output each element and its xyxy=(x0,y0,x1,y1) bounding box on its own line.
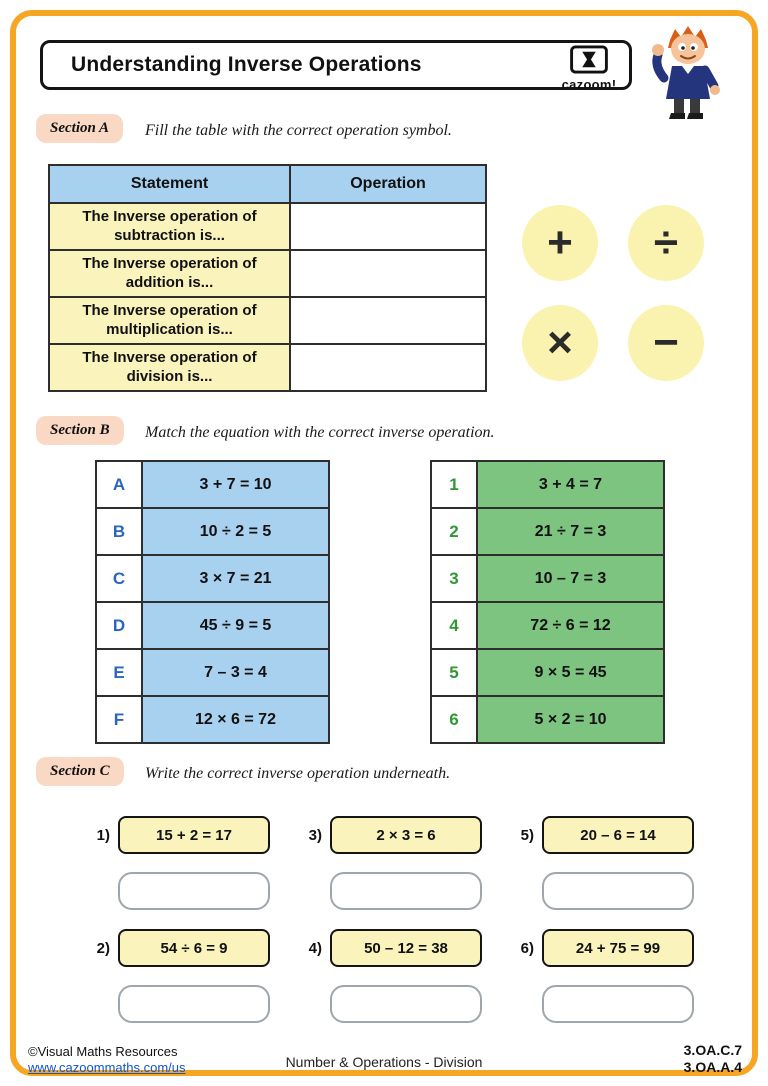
section-a-label: Section A xyxy=(36,114,123,143)
row-key: 1 xyxy=(431,461,477,508)
cazoom-logo-icon xyxy=(569,61,609,78)
match-row[interactable] xyxy=(431,602,664,649)
minus-symbol-chip[interactable]: − xyxy=(628,305,704,381)
answer-input-box[interactable] xyxy=(118,872,270,910)
row-equation: 9 × 5 = 45 xyxy=(477,649,664,696)
footer-standards xyxy=(684,1042,742,1076)
statement-cell: The Inverse operation of multiplication is... xyxy=(49,297,290,344)
cazoom-logo-text: cazoom! xyxy=(561,77,617,92)
row-key: 5 xyxy=(431,649,477,696)
row-equation: 72 ÷ 6 = 12 xyxy=(477,602,664,649)
row-equation: 12 × 6 = 72 xyxy=(142,696,329,743)
question-item xyxy=(292,816,504,854)
question-equation-box: 24 + 75 = 99 xyxy=(542,929,694,967)
match-row[interactable] xyxy=(431,461,664,508)
question-equation-box: 50 – 12 = 38 xyxy=(330,929,482,967)
question-number: 5) xyxy=(520,826,534,844)
match-row[interactable] xyxy=(96,649,329,696)
row-key: E xyxy=(96,649,142,696)
question-number: 4) xyxy=(308,939,322,957)
question-equation-box: 20 – 6 = 14 xyxy=(542,816,694,854)
row-key: 6 xyxy=(431,696,477,743)
section-b-label: Section B xyxy=(36,416,124,445)
match-row[interactable] xyxy=(96,508,329,555)
statement-cell: The Inverse operation of division is... xyxy=(49,344,290,391)
section-b-instruction: Match the equation with the correct inverse operation. xyxy=(145,424,495,441)
row-equation: 10 ÷ 2 = 5 xyxy=(142,508,329,555)
table-row xyxy=(49,203,486,250)
cazoom-logo xyxy=(557,45,621,91)
question-number: 3) xyxy=(308,826,322,844)
operation-column-header: Operation xyxy=(290,165,486,203)
question-number: 6) xyxy=(520,939,534,957)
row-key: C xyxy=(96,555,142,602)
row-equation: 7 – 3 = 4 xyxy=(142,649,329,696)
match-row[interactable] xyxy=(431,649,664,696)
row-key: 2 xyxy=(431,508,477,555)
question-item xyxy=(292,929,504,967)
table-row xyxy=(49,297,486,344)
row-equation: 21 ÷ 7 = 3 xyxy=(477,508,664,555)
row-key: D xyxy=(96,602,142,649)
question-number: 1) xyxy=(96,826,110,844)
row-equation: 3 + 4 = 7 xyxy=(477,461,664,508)
match-row[interactable] xyxy=(431,555,664,602)
row-equation: 5 × 2 = 10 xyxy=(477,696,664,743)
operation-answer-cell[interactable] xyxy=(290,344,486,391)
section-c-label: Section C xyxy=(36,757,124,786)
section-c-questions xyxy=(80,816,720,1023)
match-row[interactable] xyxy=(431,696,664,743)
question-item xyxy=(80,929,292,967)
multiply-symbol-chip[interactable]: × xyxy=(522,305,598,381)
question-item xyxy=(504,816,716,854)
divide-symbol-chip[interactable]: ÷ xyxy=(628,205,704,281)
operation-answer-cell[interactable] xyxy=(290,297,486,344)
table-row xyxy=(49,344,486,391)
match-row[interactable] xyxy=(96,555,329,602)
section-a-instruction: Fill the table with the correct operation symbol. xyxy=(145,122,452,139)
row-key: B xyxy=(96,508,142,555)
footer-center-text: Number & Operations - Division xyxy=(285,1054,483,1070)
row-key: 3 xyxy=(431,555,477,602)
table-row xyxy=(49,250,486,297)
table-header-row xyxy=(49,165,486,203)
question-item xyxy=(80,816,292,854)
website-link[interactable]: www.cazoommaths.com/us xyxy=(28,1060,186,1076)
worksheet-title-box xyxy=(40,40,632,90)
row-equation: 10 – 7 = 3 xyxy=(477,555,664,602)
answer-input-box[interactable] xyxy=(542,985,694,1023)
answer-input-box[interactable] xyxy=(118,985,270,1023)
row-key: A xyxy=(96,461,142,508)
copyright-text: ©Visual Maths Resources xyxy=(28,1044,178,1059)
match-row[interactable] xyxy=(96,461,329,508)
operation-answer-cell[interactable] xyxy=(290,250,486,297)
row-equation: 3 + 7 = 10 xyxy=(142,461,329,508)
section-c-instruction: Write the correct inverse operation underneath. xyxy=(145,765,451,782)
answer-input-box[interactable] xyxy=(330,872,482,910)
plus-symbol-chip[interactable]: + xyxy=(522,205,598,281)
match-left-table xyxy=(95,460,330,744)
standard-code: 3.OA.A.4 xyxy=(683,1058,742,1075)
question-item xyxy=(504,929,716,967)
question-equation-box: 15 + 2 = 17 xyxy=(118,816,270,854)
row-equation: 45 ÷ 9 = 5 xyxy=(142,602,329,649)
row-key: 4 xyxy=(431,602,477,649)
match-right-table xyxy=(430,460,665,744)
page-title: Understanding Inverse Operations xyxy=(71,53,422,76)
question-number: 2) xyxy=(96,939,110,957)
match-row[interactable] xyxy=(96,602,329,649)
row-key: F xyxy=(96,696,142,743)
match-row[interactable] xyxy=(96,696,329,743)
standard-code: 3.OA.C.7 xyxy=(683,1042,742,1058)
statement-cell: The Inverse operation of subtraction is... xyxy=(49,203,290,250)
statement-column-header: Statement xyxy=(49,165,290,203)
statement-cell: The Inverse operation of addition is... xyxy=(49,250,290,297)
answer-input-box[interactable] xyxy=(330,985,482,1023)
question-equation-box: 2 × 3 = 6 xyxy=(330,816,482,854)
question-equation-box: 54 ÷ 6 = 9 xyxy=(118,929,270,967)
operation-answer-cell[interactable] xyxy=(290,203,486,250)
answer-input-box[interactable] xyxy=(542,872,694,910)
match-row[interactable] xyxy=(431,508,664,555)
row-equation: 3 × 7 = 21 xyxy=(142,555,329,602)
mascot-boy-illustration xyxy=(648,24,724,120)
statement-operation-table xyxy=(48,164,487,392)
